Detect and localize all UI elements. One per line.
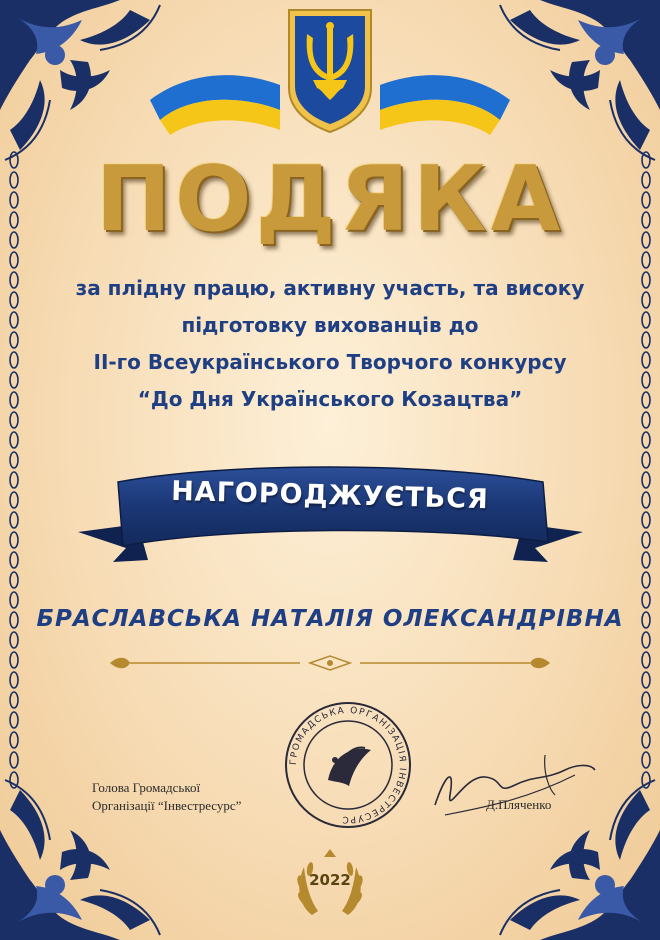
trident-coat-of-arms-icon	[283, 4, 377, 136]
year-label: 2022	[309, 871, 351, 889]
signer-title-line-2: Організації “Інвестресурс”	[92, 798, 242, 813]
round-stamp-seal	[283, 700, 413, 830]
dedication-line-2: підготовку вихованців до	[181, 313, 479, 337]
decorative-divider	[110, 652, 550, 674]
dedication-line-1: за плідну працю, активну участь, та високу	[75, 276, 585, 300]
certificate-title: ПОДЯКА	[95, 147, 565, 252]
handwritten-signature	[425, 735, 605, 835]
dedication-line-3: ІІ-го Всеукраїнського Творчого конкурсу	[93, 350, 567, 374]
dedication-line-4: “До Дня Українського Козацтва”	[137, 387, 523, 411]
award-banner-text: НАГОРОДЖУЄТЬСЯ	[170, 475, 490, 516]
signer-title	[92, 779, 312, 815]
dedication-text	[40, 270, 620, 418]
recipient-name: БРАСЛАВСЬКА НАТАЛІЯ ОЛЕКСАНДРІВНА	[36, 606, 624, 632]
stamp-text: ГРОМАДСЬКА ОРГАНІЗАЦІЯ ІНВЕСТРЕСУРС	[288, 705, 408, 825]
signer-title-line-1: Голова Громадської	[92, 780, 201, 795]
signer-name: Д.Пляченко	[486, 797, 552, 812]
